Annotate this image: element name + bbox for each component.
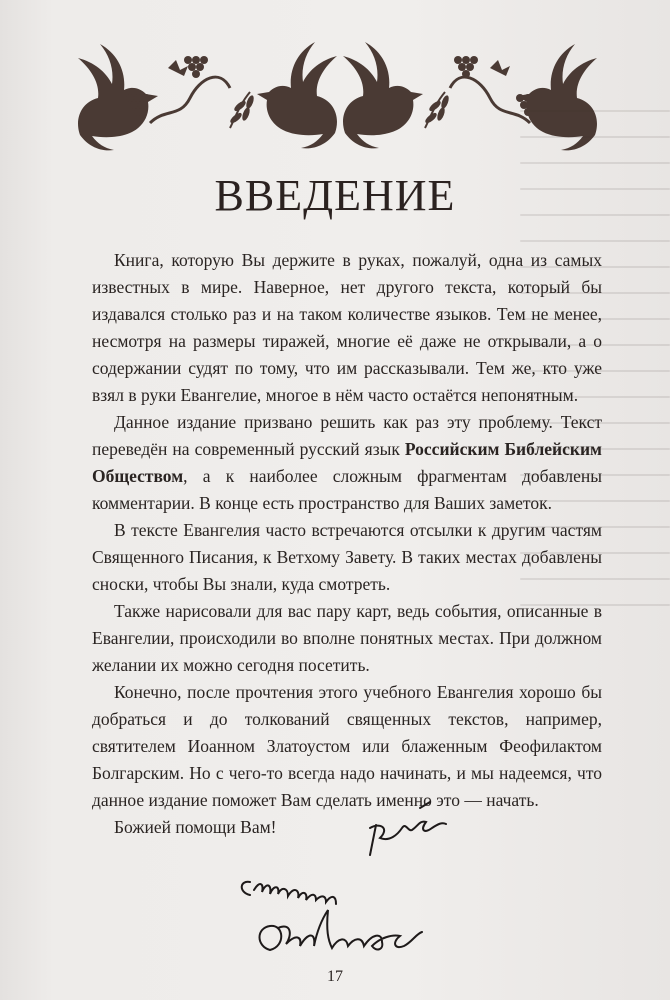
handwritten-signature: [220, 800, 480, 960]
paragraph: Также нарисовали для вас пару карт, ведь события, описанные в Евангелии, происходили во вполне понятных местах. При должном желании их можно сегодня посетить.: [92, 601, 602, 675]
paragraph: Конечно, после прочтения этого учебного Евангелия хорошо бы добраться и до толкований священных текстов, например, святителем Иоанном Златоустом или блаженным Феофилактом Болгарским. Но с чего-то всегда надо начинать, и мы надеемся, что данное издание поможет Вам сделать именно это — начать.: [92, 682, 602, 810]
paragraph: Данное издание призвано решить как раз эту проблему. Текст переведён на современный русский язык Российским Библейским Обществом, а к наиболее сложным фрагментам добавлены комментарии. В конце есть пространство для Ваших заметок.: [92, 412, 602, 513]
page-number: 17: [327, 968, 343, 985]
grape-vine-icon: [126, 56, 230, 123]
header-ornament: [70, 28, 605, 153]
dove-icon: [257, 42, 337, 148]
paragraph: Божией помощи Вам!: [114, 817, 277, 837]
dove-icon: [343, 42, 423, 148]
dove-icon: [517, 44, 597, 150]
paragraph: Книга, которую Вы держите в руках, пожалуй, одна из самых известных в мире. Наверное, нет другого текста, который бы издавался столько раз и на таком количестве языков. Тем не менее, несмотря на размеры тиражей, многие её даже не открывали, а о содержании судят по тому, что им рассказывали. Тем же, кто уже взял в руки Евангелие, многое в нём часто остаётся непонятным.: [92, 250, 602, 405]
body-text: [92, 247, 602, 841]
signature-text: [0, 0, 1, 1]
bold-org-name: Российским Библейским Обществом: [92, 439, 602, 486]
laurel-branch-icon: [229, 92, 256, 128]
page-title: ВВЕДЕНИЕ: [214, 171, 456, 220]
laurel-branch-icon: [424, 92, 451, 128]
paragraph: В тексте Евангелия часто встречаются отсылки к другим частям Священного Писания, к Ветхому Завету. В таких местах добавлены сноски, чтобы Вы знали, куда смотреть.: [92, 520, 602, 594]
grape-vine-icon: [450, 56, 540, 123]
